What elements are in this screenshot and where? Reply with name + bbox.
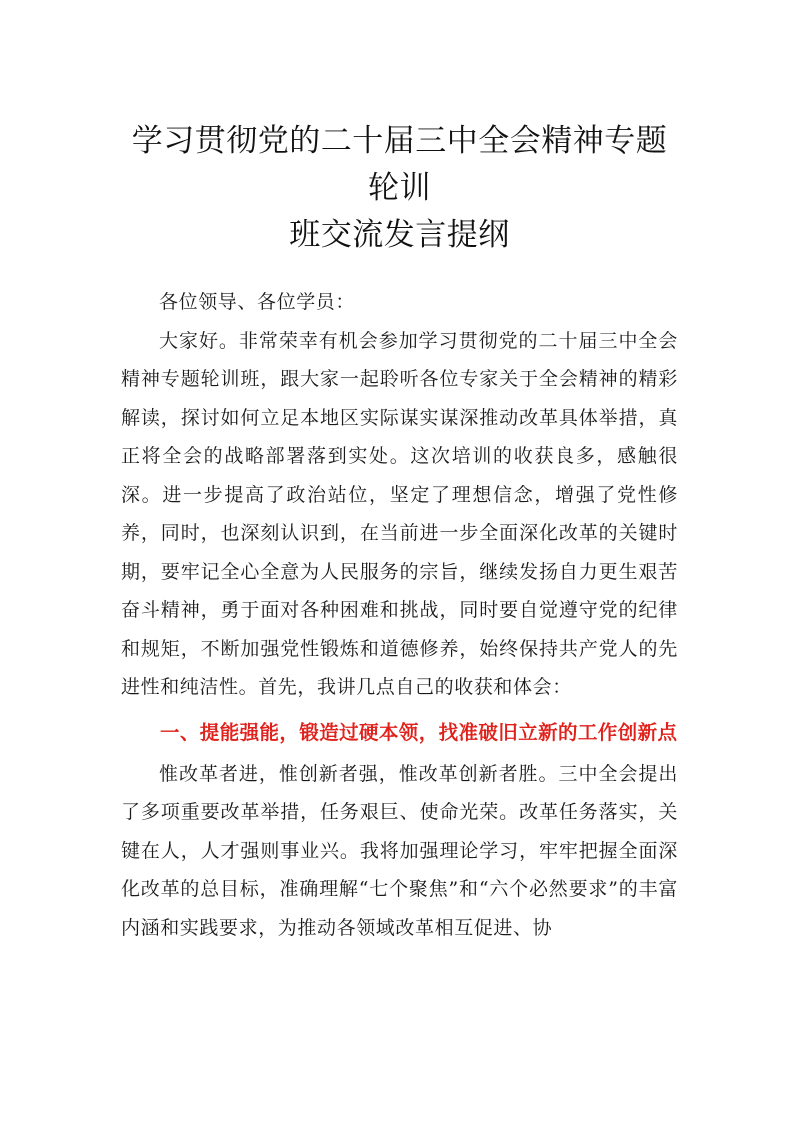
document-title — [121, 118, 678, 259]
title-line-1: 学习贯彻党的二十届三中全会精神专题轮训 — [131, 123, 668, 206]
title-line-2: 班交流发言提纲 — [289, 217, 510, 253]
salutation: 各位领导、各位学员： — [159, 291, 356, 313]
paragraph-section-1: 惟改革者进，惟创新者强，惟改革创新者胜。三中全会提出了多项重要改革举措，任务艰巨、使命光荣。改革任务落实，关键在人，人才强则事业兴。我将加强理论学习，牢牢把握全面深化改革的总目标，准确理解“七个聚焦”和“六个必然要求”的丰富内涵和实践要求，为推动各领域改革相互促进、协 — [121, 762, 678, 939]
paragraph-intro: 大家好。非常荣幸有机会参加学习贯彻党的二十届三中全会精神专题轮训班，跟大家一起聆听各位专家关于全会精神的精彩解读，探讨如何立足本地区实际谋实谋深推动改革具体举措，真正将全会的战略部署落到实处。这次培训的收获良多，感触很深。进一步提高了政治站位，坚定了理想信念，增强了党性修养，同时，也深刻认识到，在当前进一步全面深化改革的关键时期，要牢记全心全意为人民服务的宗旨，继续发扬自力更生艰苦奋斗精神，勇于面对各种困难和挑战，同时要自觉遵守党的纪律和规矩，不断加强党性锻炼和道德修养，始终保持共产党人的先进性和纯洁性。首先，我讲几点自己的收获和体会： — [121, 329, 678, 698]
document-content — [121, 118, 678, 947]
section-heading-1: 一、提能强能，锻造过硬本领，找准破旧立新的工作创新点 — [160, 720, 678, 744]
